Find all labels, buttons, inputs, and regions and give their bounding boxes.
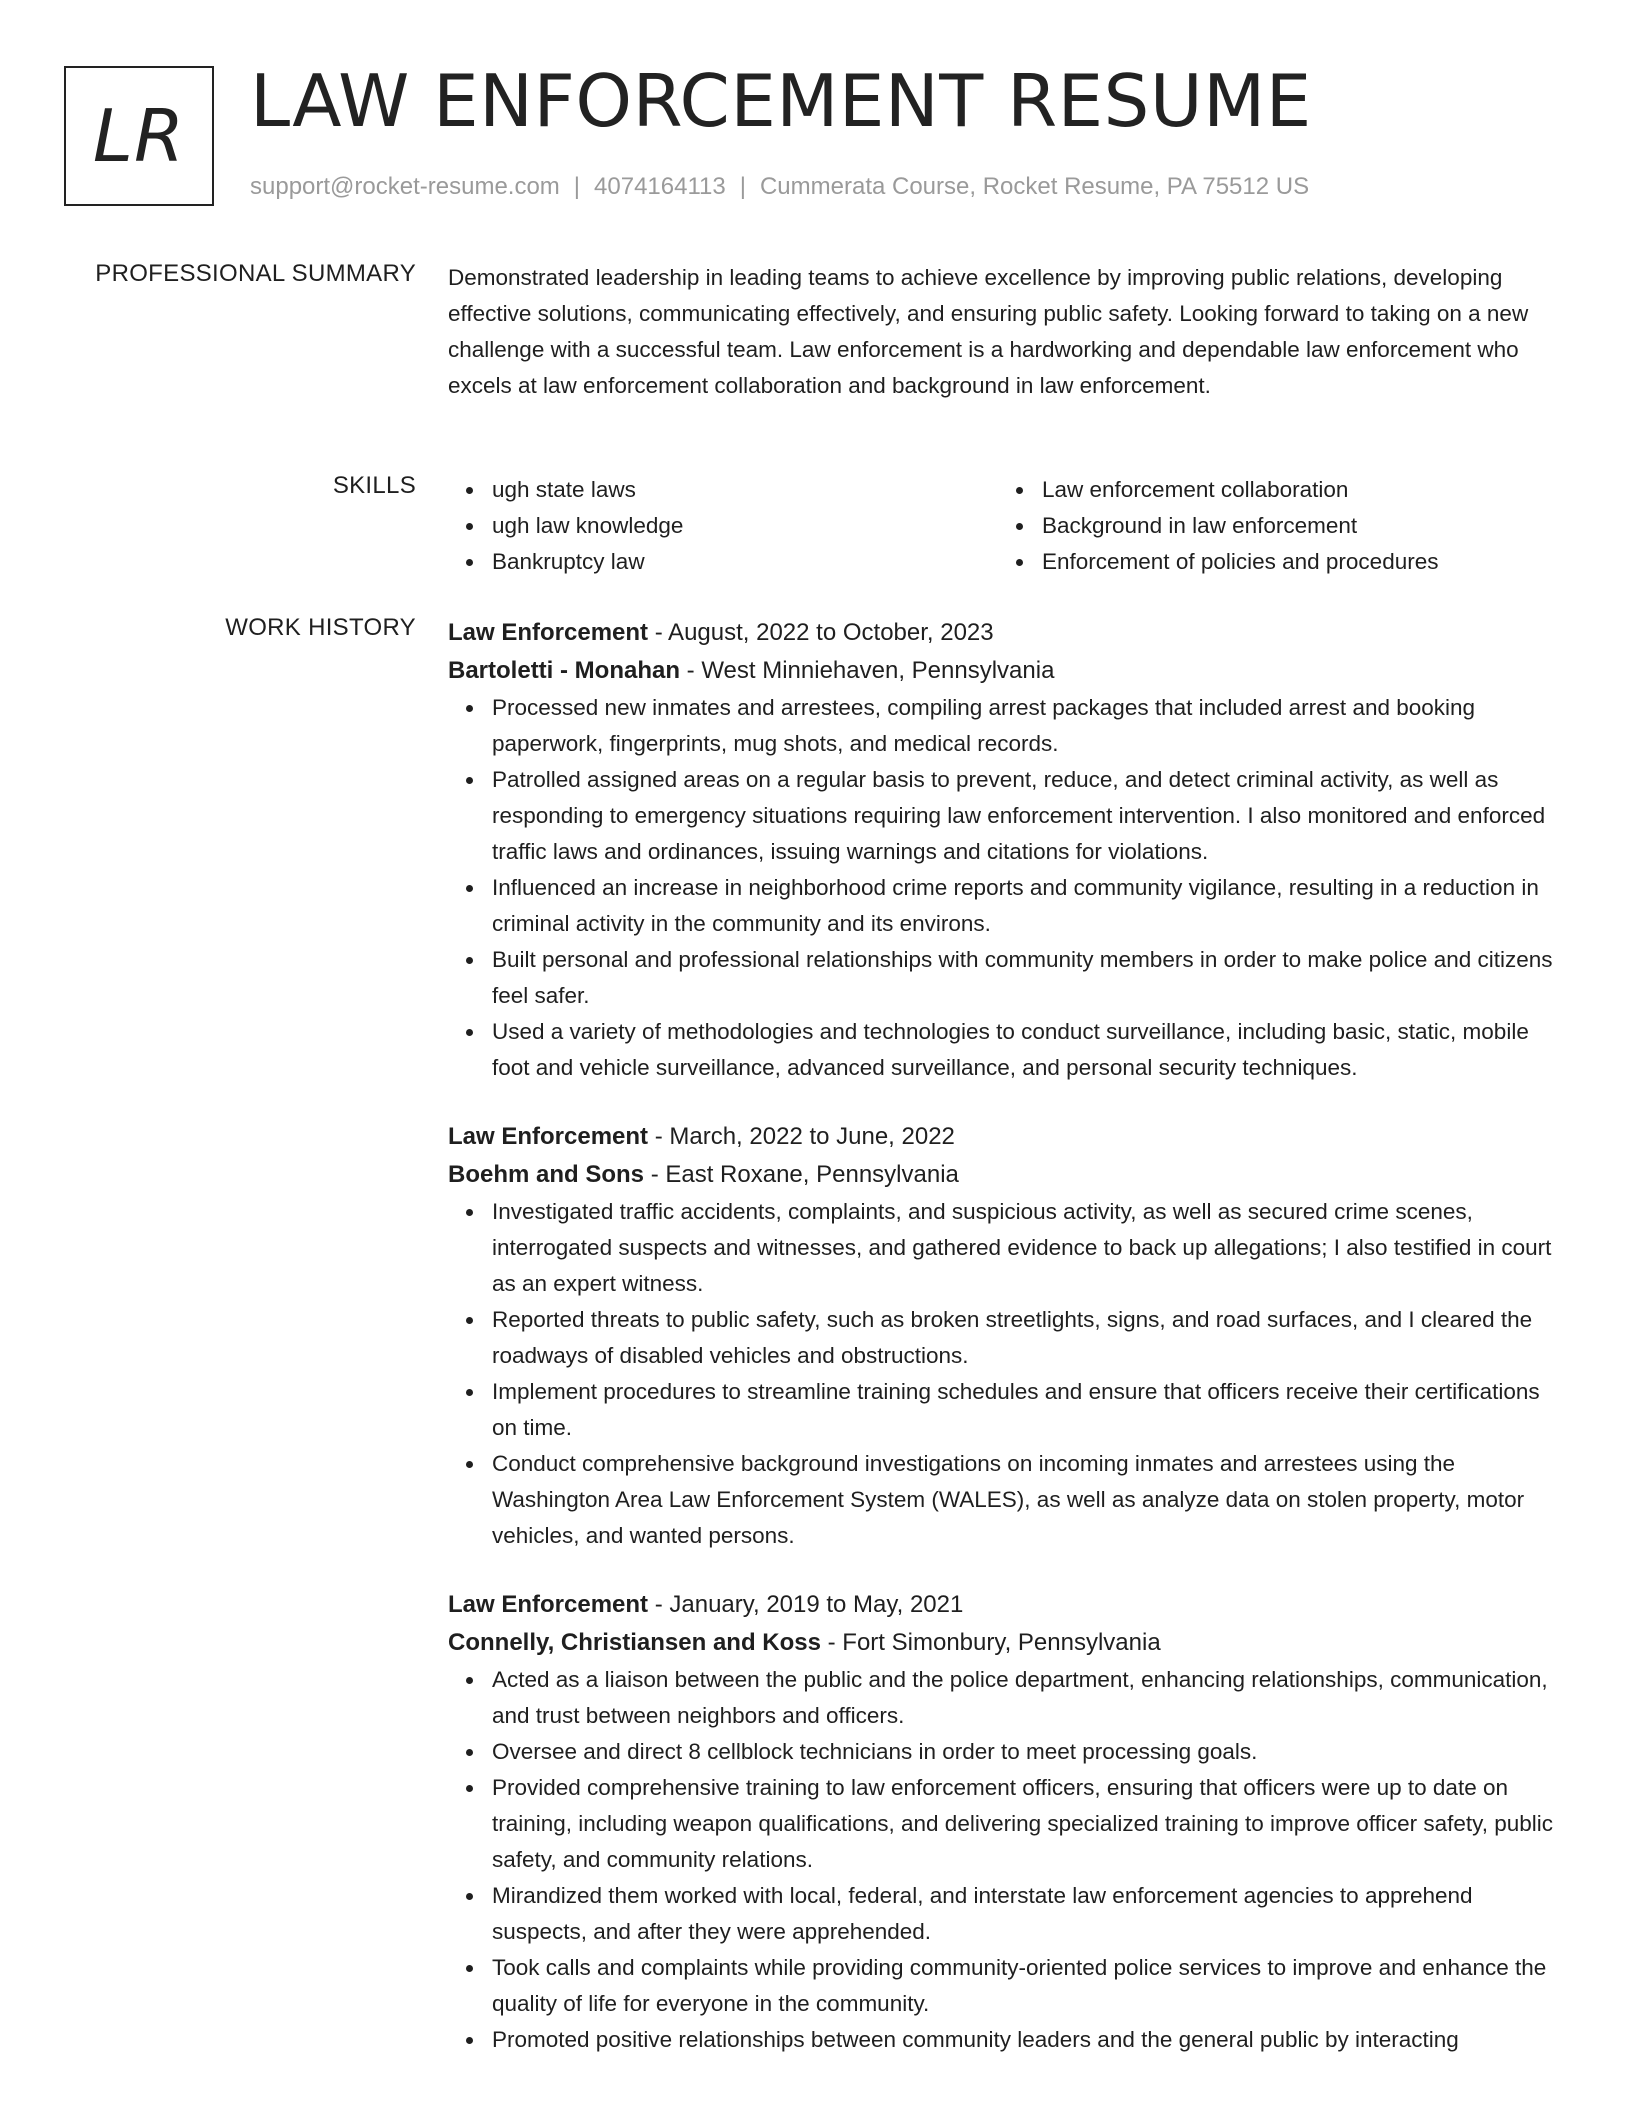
job-bullet: Mirandized them worked with local, federal, and interstate law enforcement agencies to apprehend suspects, and after they were apprehended. — [492, 1878, 1568, 1950]
bullet-icon — [1016, 523, 1023, 530]
job-title-line — [448, 1118, 1568, 1156]
bullet-icon — [466, 1785, 473, 1792]
bullet-icon — [466, 559, 473, 566]
contact-separator: | — [573, 173, 581, 200]
job-bullet: Oversee and direct 8 cellblock technicians in order to meet processing goals. — [492, 1734, 1568, 1770]
skill-item: Background in law enforcement — [1042, 508, 1548, 544]
monogram-initials: LR — [92, 94, 186, 178]
bullet-icon — [466, 1209, 473, 1216]
job-dates: - March, 2022 to June, 2022 — [654, 1123, 955, 1150]
bullet-icon — [466, 1965, 473, 1972]
job-bullet: Implement procedures to streamline training schedules and ensure that officers receive their certifications on time. — [492, 1374, 1568, 1446]
bullet-icon — [466, 1317, 473, 1324]
summary-heading: PROFESSIONAL SUMMARY — [95, 260, 416, 287]
work-history-heading: WORK HISTORY — [225, 614, 416, 641]
bullet-icon — [466, 487, 473, 494]
bullet-icon — [466, 885, 473, 892]
job-company: Connelly, Christiansen and Koss — [448, 1629, 821, 1656]
job-dates: - January, 2019 to May, 2021 — [654, 1591, 964, 1618]
job-title-line — [448, 614, 1568, 652]
job-location: - East Roxane, Pennsylvania — [650, 1161, 959, 1188]
contact-email[interactable]: support@rocket-resume.com — [250, 173, 560, 200]
bullet-icon — [1016, 487, 1023, 494]
bullet-icon — [466, 2037, 473, 2044]
job-bullet-list — [448, 1662, 1568, 2058]
job-bullet: Built personal and professional relationships with community members in order to make police and citizens feel safer. — [492, 942, 1568, 1014]
skill-item: ugh law knowledge — [492, 508, 998, 544]
job-bullet: Investigated traffic accidents, complaints, and suspicious activity, as well as secured crime scenes, interrogated suspects and witnesses, and gathered evidence to back up allegations; I also testified in court as an expert witness. — [492, 1194, 1568, 1302]
job-bullet: Patrolled assigned areas on a regular basis to prevent, reduce, and detect criminal activity, as well as responding to emergency situations requiring law enforcement intervention. I also monitored and enforced traffic laws and ordinances, issuing warnings and citations for violations. — [492, 762, 1568, 870]
job-company-line — [448, 652, 1568, 690]
summary-text: Demonstrated leadership in leading teams to achieve excellence by improving public relations, developing effective solutions, communicating effectively, and ensuring public safety. Looking forward to taking on a new challenge with a successful team. Law enforcement is a hardworking and dependable law enforcement who excels at law enforcement collaboration and background in law enforcement. — [448, 265, 1529, 398]
job-company-line — [448, 1156, 1568, 1194]
bullet-icon — [466, 777, 473, 784]
job-company: Bartoletti - Monahan — [448, 657, 680, 684]
job-entry — [448, 1586, 1568, 2058]
monogram-logo — [64, 66, 214, 206]
skill-item: Bankruptcy law — [492, 544, 998, 580]
bullet-icon — [466, 1677, 473, 1684]
job-title: Law Enforcement — [448, 1591, 649, 1618]
job-bullet: Processed new inmates and arrestees, compiling arrest packages that included arrest and booking paperwork, fingerprints, mug shots, and medical records. — [492, 690, 1568, 762]
skills-list-left — [448, 472, 998, 580]
resume-title: LAW ENFORCEMENT RESUME — [250, 59, 1312, 143]
bullet-icon — [466, 523, 473, 530]
bullet-icon — [466, 1893, 473, 1900]
job-bullet: Acted as a liaison between the public and the police department, enhancing relationships, communication, and trust between neighbors and officers. — [492, 1662, 1568, 1734]
job-bullet: Took calls and complaints while providing community-oriented police services to improve and enhance the quality of life for everyone in the community. — [492, 1950, 1568, 2022]
job-location: - Fort Simonbury, Pennsylvania — [827, 1629, 1161, 1656]
bullet-icon — [466, 705, 473, 712]
job-bullet: Promoted positive relationships between community leaders and the general public by interacting — [492, 2022, 1568, 2058]
bullet-icon — [466, 1461, 473, 1468]
summary-body — [448, 260, 1568, 404]
job-title: Law Enforcement — [448, 619, 649, 646]
job-entry — [448, 1118, 1568, 1554]
skill-item: Enforcement of policies and procedures — [1042, 544, 1548, 580]
job-dates: - August, 2022 to October, 2023 — [654, 619, 994, 646]
job-company: Boehm and Sons — [448, 1161, 645, 1188]
job-bullet-list — [448, 690, 1568, 1086]
job-title: Law Enforcement — [448, 1123, 649, 1150]
bullet-icon — [466, 957, 473, 964]
job-company-line — [448, 1624, 1568, 1662]
job-bullet: Influenced an increase in neighborhood crime reports and community vigilance, resulting in a reduction in criminal activity in the community and its environs. — [492, 870, 1568, 942]
job-title-line — [448, 1586, 1568, 1624]
bullet-icon — [466, 1029, 473, 1036]
skills-heading: SKILLS — [332, 472, 416, 499]
job-bullet: Provided comprehensive training to law enforcement officers, ensuring that officers were up to date on training, including weapon qualifications, and delivering specialized training to improve officer safety, public safety, and community relations. — [492, 1770, 1568, 1878]
job-entry — [448, 614, 1568, 1086]
job-bullet: Used a variety of methodologies and technologies to conduct surveillance, including basic, static, mobile foot and vehicle surveillance, advanced surveillance, and personal security techniques. — [492, 1014, 1568, 1086]
skill-item: ugh state laws — [492, 472, 998, 508]
bullet-icon — [466, 1389, 473, 1396]
contact-phone[interactable]: 4074164113 — [594, 173, 726, 200]
skill-item: Law enforcement collaboration — [1042, 472, 1548, 508]
bullet-icon — [1016, 559, 1023, 566]
work-history-body — [448, 614, 1568, 2090]
contact-line — [250, 173, 1309, 201]
contact-address: Cummerata Course, Rocket Resume, PA 75512 US — [759, 173, 1310, 200]
bullet-icon — [466, 1749, 473, 1756]
job-bullet: Conduct comprehensive background investigations on incoming inmates and arrestees using the Washington Area Law Enforcement System (WALES), as well as analyze data on stolen property, motor vehicles, and wanted persons. — [492, 1446, 1568, 1554]
job-bullet-list — [448, 1194, 1568, 1554]
skills-body — [448, 472, 1568, 580]
contact-separator: | — [739, 173, 746, 200]
skills-list-right — [998, 472, 1548, 580]
job-bullet: Reported threats to public safety, such as broken streetlights, signs, and road surfaces, and I cleared the roadways of disabled vehicles and obstructions. — [492, 1302, 1568, 1374]
job-location: - West Minniehaven, Pennsylvania — [686, 657, 1055, 684]
